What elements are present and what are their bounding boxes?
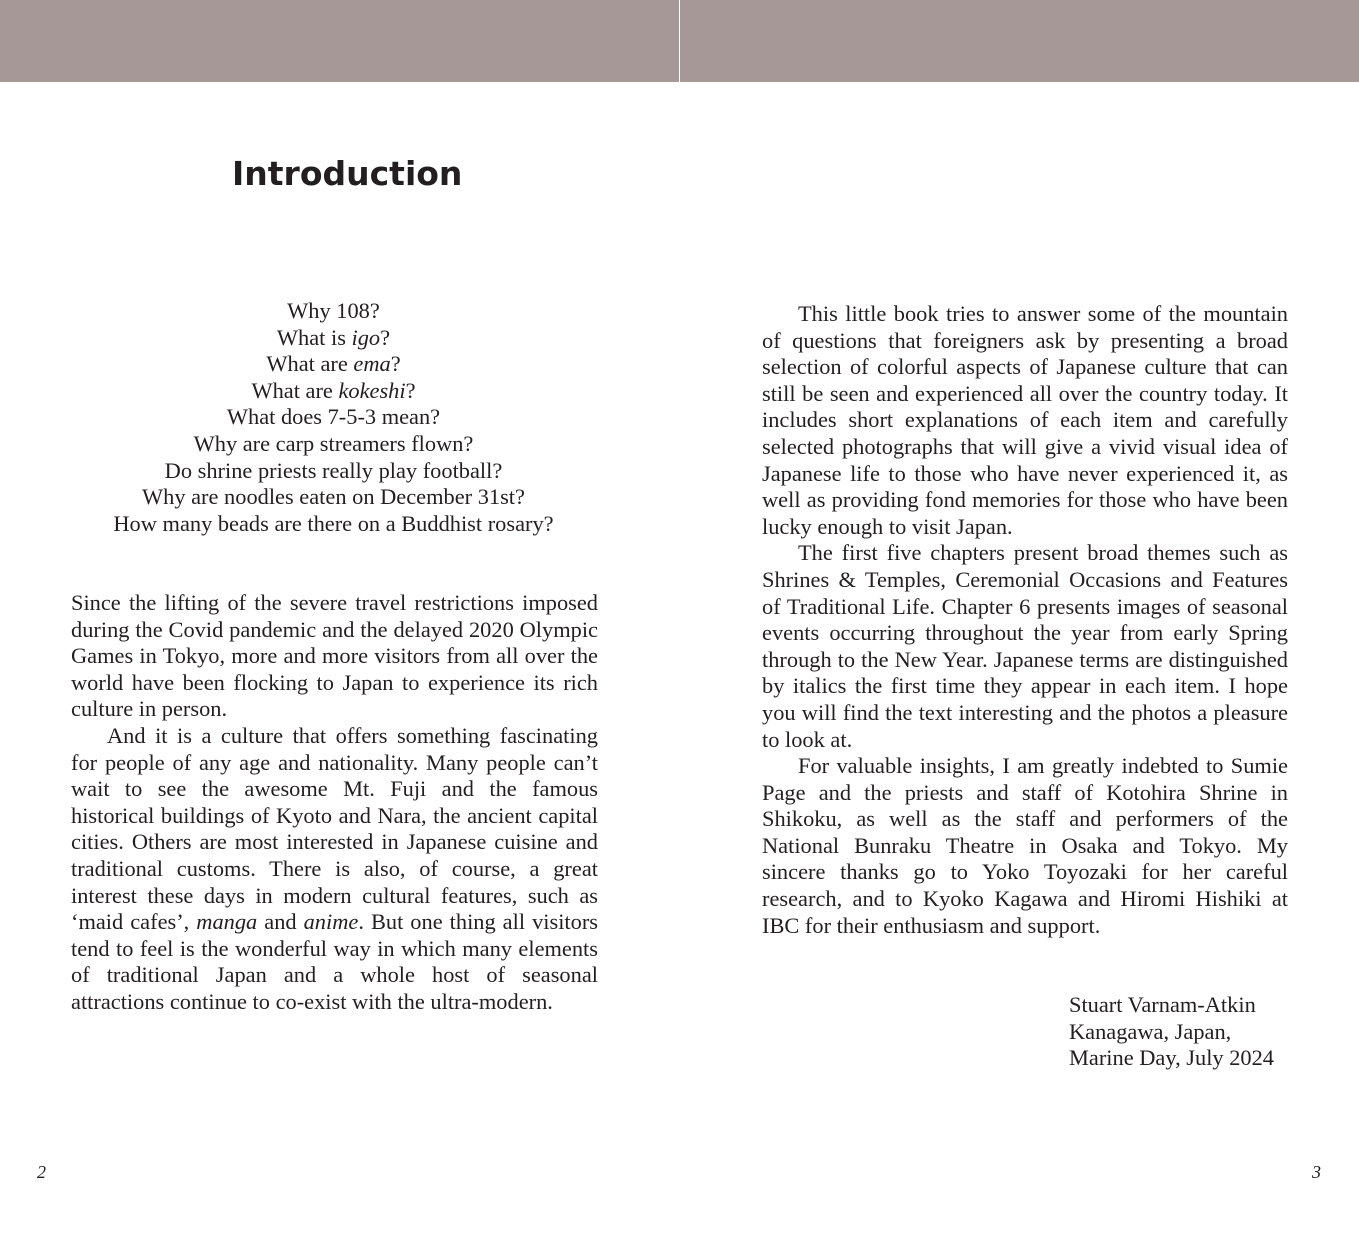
signature-date: Marine Day, July 2024	[1069, 1045, 1275, 1071]
question-item: Do shrine priests really play football?	[164, 457, 503, 483]
left-header-band	[0, 0, 679, 82]
signature-block	[1069, 992, 1274, 1072]
right-page	[680, 82, 1359, 1241]
question-item: What are kokeshi?	[251, 377, 416, 403]
question-item: What are ema?	[266, 351, 401, 377]
page-number-left: 2	[37, 1162, 46, 1182]
page-number-right: 3	[1312, 1162, 1321, 1182]
paragraph: For valuable insights, I am greatly indebted to Sumie Page and the priests and staff of Kotohira Shrine in Shikoku, as well as the staff and performers of the National Bunraku Theatre in Osaka and Tokyo. My sincere thanks go to Yoko Toyozaki for her careful research, and to Kyoko Kagawa and Hiromi Hishiki at IBC for their enthusiasm and support.	[762, 753, 1288, 938]
right-header-band	[680, 0, 1359, 82]
author-location: Kanagawa, Japan,	[1069, 1018, 1232, 1044]
question-item: Why are carp streamers flown?	[193, 430, 474, 456]
right-body-text	[762, 301, 1288, 939]
question-item: How many beads are there on a Buddhist rosary?	[113, 510, 554, 536]
paragraph: The first five chapters present broad themes such as Shrines & Temples, Ceremonial Occasions and Features of Traditional Life. Chapter 6 presents images of seasonal events occurring throughout the year from early Spring through to the New Year. Japanese terms are distinguished by italics the first time they appear in each item. I hope you will find the text interesting and the photos a pleasure to look at.	[762, 540, 1288, 752]
paragraph: And it is a culture that offers something fascinating for people of any age and nationality. Many people can’t wait to see the awesome Mt. Fuji and the famous historical buildings of Kyoto and Nara, the ancient capital cities. Others are most interested in Japanese cuisine and traditional customs. There is also, of course, a great interest these days in modern cultural features, such as ‘maid cafes’, manga and anime. But one thing all visitors tend to feel is the wonderful way in which many elements of traditional Japan and a whole host of seasonal attractions continue to co-exist with the ultra-modern.	[71, 722, 599, 1014]
paragraph: Since the lifting of the severe travel restrictions imposed during the Covid pandemic and the delayed 2020 Olympic Games in Tokyo, more and more visitors from all over the world have been flocking to Japan to experience its rich culture in person.	[71, 590, 598, 722]
question-item: What is igo?	[276, 324, 391, 350]
left-body-text	[71, 590, 598, 1016]
page-title: Introduction	[232, 154, 463, 193]
paragraph: This little book tries to answer some of the mountain of questions that foreigners ask by presenting a broad selection of colorful aspects of Japanese culture that can still be seen and experienced all over the country today. It includes short explanations of each item and carefully selected photographs that will give a vivid visual idea of Japanese life to those who have never experienced it, as well as providing fond memories for those who have been lucky enough to visit Japan.	[762, 301, 1288, 539]
author-name: Stuart Varnam-Atkin	[1069, 992, 1256, 1017]
question-item: Why 108?	[287, 298, 380, 323]
question-list	[70, 298, 597, 537]
left-page	[0, 82, 679, 1241]
question-item: What does 7-5-3 mean?	[226, 404, 441, 430]
question-item: Why are noodles eaten on December 31st?	[142, 484, 525, 510]
